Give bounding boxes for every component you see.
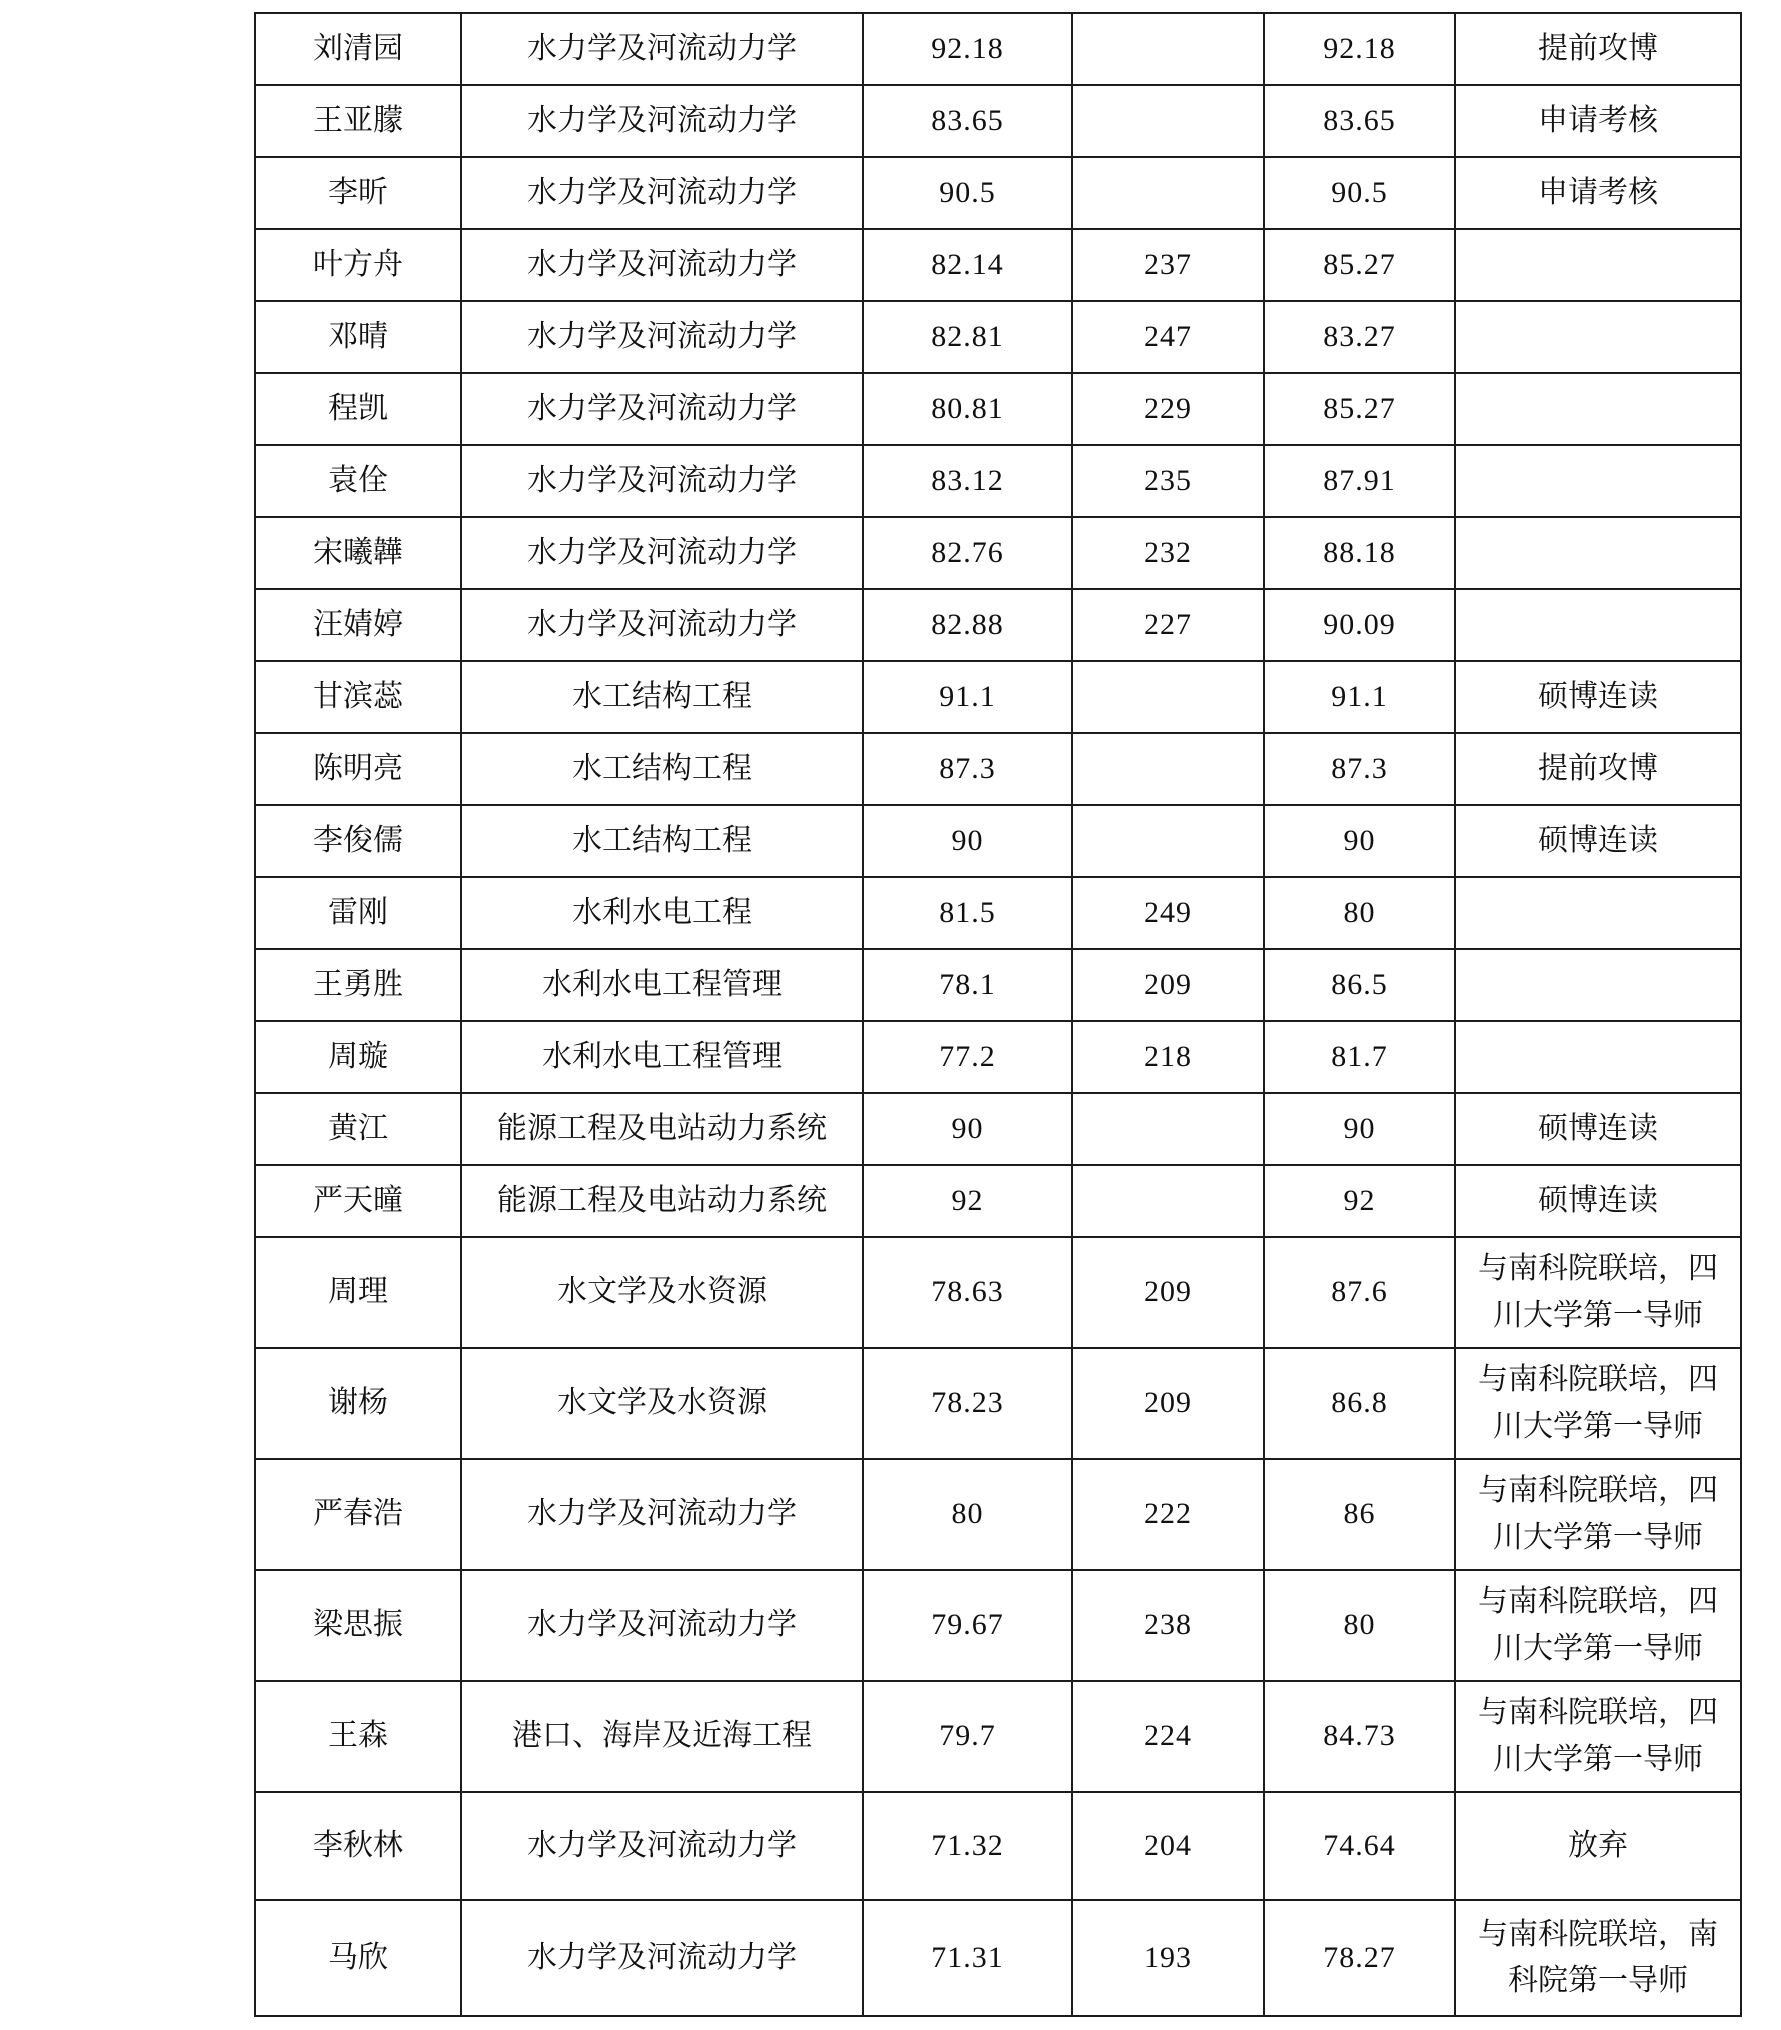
admission-score-table [254, 12, 1742, 2017]
cell-note [1455, 301, 1741, 373]
cell-score-c: 85.27 [1264, 373, 1455, 445]
cell-name: 王森 [255, 1681, 461, 1792]
cell-score-a: 91.1 [863, 661, 1072, 733]
cell-score-c: 84.73 [1264, 1681, 1455, 1792]
cell-note [1455, 517, 1741, 589]
cell-major: 水利水电工程 [461, 877, 863, 949]
cell-score-b: 229 [1072, 373, 1264, 445]
cell-score-c: 80 [1264, 877, 1455, 949]
cell-name: 袁佺 [255, 445, 461, 517]
cell-note: 硕博连读 [1455, 805, 1741, 877]
cell-name: 宋曦韡 [255, 517, 461, 589]
table-row [255, 1348, 1741, 1459]
cell-score-a: 78.23 [863, 1348, 1072, 1459]
table-row [255, 1792, 1741, 1900]
cell-major: 水利水电工程管理 [461, 949, 863, 1021]
cell-score-b [1072, 13, 1264, 85]
cell-score-a: 71.31 [863, 1900, 1072, 2016]
cell-major: 水工结构工程 [461, 805, 863, 877]
cell-name: 李昕 [255, 157, 461, 229]
cell-score-a: 78.63 [863, 1237, 1072, 1348]
cell-note: 申请考核 [1455, 157, 1741, 229]
table-row [255, 517, 1741, 589]
cell-score-b: 238 [1072, 1570, 1264, 1681]
cell-major: 水力学及河流动力学 [461, 373, 863, 445]
cell-name: 周璇 [255, 1021, 461, 1093]
table-row [255, 157, 1741, 229]
cell-score-b: 237 [1072, 229, 1264, 301]
table-row [255, 85, 1741, 157]
cell-note [1455, 877, 1741, 949]
cell-note: 放弃 [1455, 1792, 1741, 1900]
cell-name: 严春浩 [255, 1459, 461, 1570]
cell-score-a: 90 [863, 805, 1072, 877]
cell-score-b [1072, 661, 1264, 733]
cell-score-a: 82.76 [863, 517, 1072, 589]
cell-score-a: 80 [863, 1459, 1072, 1570]
cell-score-c: 91.1 [1264, 661, 1455, 733]
cell-name: 马欣 [255, 1900, 461, 2016]
cell-name: 李秋林 [255, 1792, 461, 1900]
cell-major: 水工结构工程 [461, 733, 863, 805]
cell-score-a: 79.7 [863, 1681, 1072, 1792]
cell-name: 雷刚 [255, 877, 461, 949]
table-row [255, 1165, 1741, 1237]
cell-score-c: 81.7 [1264, 1021, 1455, 1093]
table-row [255, 1570, 1741, 1681]
cell-score-a: 92 [863, 1165, 1072, 1237]
table-row [255, 733, 1741, 805]
cell-major: 水文学及水资源 [461, 1348, 863, 1459]
cell-major: 水力学及河流动力学 [461, 1570, 863, 1681]
table-row [255, 373, 1741, 445]
cell-note [1455, 1021, 1741, 1093]
cell-score-c: 80 [1264, 1570, 1455, 1681]
cell-name: 周理 [255, 1237, 461, 1348]
cell-note: 与南科院联培，四川大学第一导师 [1455, 1459, 1741, 1570]
cell-score-c: 87.6 [1264, 1237, 1455, 1348]
cell-name: 叶方舟 [255, 229, 461, 301]
table-row [255, 949, 1741, 1021]
cell-score-b: 204 [1072, 1792, 1264, 1900]
cell-score-c: 90.5 [1264, 157, 1455, 229]
cell-major: 水力学及河流动力学 [461, 301, 863, 373]
table-row [255, 661, 1741, 733]
cell-score-b: 222 [1072, 1459, 1264, 1570]
cell-score-a: 77.2 [863, 1021, 1072, 1093]
cell-score-a: 81.5 [863, 877, 1072, 949]
cell-score-b [1072, 805, 1264, 877]
cell-score-c: 87.3 [1264, 733, 1455, 805]
cell-score-b [1072, 157, 1264, 229]
cell-name: 陈明亮 [255, 733, 461, 805]
cell-score-c: 87.91 [1264, 445, 1455, 517]
cell-score-b: 209 [1072, 1237, 1264, 1348]
cell-score-b: 218 [1072, 1021, 1264, 1093]
cell-score-a: 83.65 [863, 85, 1072, 157]
cell-score-b: 193 [1072, 1900, 1264, 2016]
cell-score-a: 90 [863, 1093, 1072, 1165]
cell-score-b: 209 [1072, 1348, 1264, 1459]
cell-score-c: 92 [1264, 1165, 1455, 1237]
cell-name: 王勇胜 [255, 949, 461, 1021]
cell-score-b [1072, 1165, 1264, 1237]
cell-major: 水力学及河流动力学 [461, 13, 863, 85]
table-row [255, 13, 1741, 85]
cell-major: 水力学及河流动力学 [461, 1900, 863, 2016]
cell-score-c: 83.27 [1264, 301, 1455, 373]
table-row [255, 877, 1741, 949]
table-row [255, 1459, 1741, 1570]
cell-score-b: 209 [1072, 949, 1264, 1021]
cell-note: 申请考核 [1455, 85, 1741, 157]
cell-name: 谢杨 [255, 1348, 461, 1459]
cell-note: 与南科院联培，四川大学第一导师 [1455, 1570, 1741, 1681]
cell-major: 水文学及水资源 [461, 1237, 863, 1348]
cell-score-c: 86.8 [1264, 1348, 1455, 1459]
table-row [255, 229, 1741, 301]
cell-major: 港口、海岸及近海工程 [461, 1681, 863, 1792]
cell-major: 能源工程及电站动力系统 [461, 1165, 863, 1237]
cell-major: 水力学及河流动力学 [461, 1459, 863, 1570]
cell-score-c: 83.65 [1264, 85, 1455, 157]
cell-score-c: 85.27 [1264, 229, 1455, 301]
cell-score-b [1072, 733, 1264, 805]
table-row [255, 1681, 1741, 1792]
cell-name: 梁思振 [255, 1570, 461, 1681]
cell-note: 提前攻博 [1455, 733, 1741, 805]
cell-major: 水力学及河流动力学 [461, 229, 863, 301]
table-row [255, 445, 1741, 517]
cell-score-a: 83.12 [863, 445, 1072, 517]
cell-name: 黄江 [255, 1093, 461, 1165]
cell-name: 邓晴 [255, 301, 461, 373]
cell-major: 水力学及河流动力学 [461, 445, 863, 517]
cell-score-c: 78.27 [1264, 1900, 1455, 2016]
table-row [255, 1021, 1741, 1093]
cell-note [1455, 949, 1741, 1021]
cell-note: 硕博连读 [1455, 1165, 1741, 1237]
cell-note [1455, 445, 1741, 517]
cell-score-a: 71.32 [863, 1792, 1072, 1900]
cell-note: 硕博连读 [1455, 1093, 1741, 1165]
cell-note: 与南科院联培，四川大学第一导师 [1455, 1237, 1741, 1348]
cell-score-c: 92.18 [1264, 13, 1455, 85]
cell-score-c: 90 [1264, 1093, 1455, 1165]
cell-score-a: 82.81 [863, 301, 1072, 373]
cell-score-b: 249 [1072, 877, 1264, 949]
cell-score-b [1072, 85, 1264, 157]
cell-score-a: 87.3 [863, 733, 1072, 805]
cell-name: 李俊儒 [255, 805, 461, 877]
cell-score-c: 74.64 [1264, 1792, 1455, 1900]
cell-major: 水利水电工程管理 [461, 1021, 863, 1093]
cell-score-c: 90.09 [1264, 589, 1455, 661]
cell-note: 与南科院联培，四川大学第一导师 [1455, 1348, 1741, 1459]
table-row [255, 301, 1741, 373]
cell-name: 程凯 [255, 373, 461, 445]
cell-note: 硕博连读 [1455, 661, 1741, 733]
cell-score-b: 227 [1072, 589, 1264, 661]
cell-note [1455, 589, 1741, 661]
cell-note: 提前攻博 [1455, 13, 1741, 85]
admission-table-body [255, 13, 1741, 2016]
cell-score-b [1072, 1093, 1264, 1165]
table-row [255, 1093, 1741, 1165]
cell-major: 水工结构工程 [461, 661, 863, 733]
cell-score-a: 92.18 [863, 13, 1072, 85]
cell-score-c: 88.18 [1264, 517, 1455, 589]
cell-score-a: 82.88 [863, 589, 1072, 661]
cell-note: 与南科院联培，南科院第一导师 [1455, 1900, 1741, 2016]
cell-note: 与南科院联培，四川大学第一导师 [1455, 1681, 1741, 1792]
table-row [255, 589, 1741, 661]
table-row [255, 805, 1741, 877]
cell-name: 甘滨蕊 [255, 661, 461, 733]
cell-name: 王亚朦 [255, 85, 461, 157]
cell-major: 能源工程及电站动力系统 [461, 1093, 863, 1165]
cell-major: 水力学及河流动力学 [461, 589, 863, 661]
cell-score-b: 247 [1072, 301, 1264, 373]
cell-score-a: 82.14 [863, 229, 1072, 301]
cell-note [1455, 229, 1741, 301]
cell-name: 严天曈 [255, 1165, 461, 1237]
cell-major: 水力学及河流动力学 [461, 157, 863, 229]
cell-score-b: 232 [1072, 517, 1264, 589]
cell-major: 水力学及河流动力学 [461, 1792, 863, 1900]
table-row [255, 1237, 1741, 1348]
cell-score-b: 224 [1072, 1681, 1264, 1792]
table-row [255, 1900, 1741, 2016]
cell-score-c: 86.5 [1264, 949, 1455, 1021]
cell-major: 水力学及河流动力学 [461, 517, 863, 589]
cell-name: 刘清园 [255, 13, 461, 85]
cell-score-c: 90 [1264, 805, 1455, 877]
cell-score-a: 79.67 [863, 1570, 1072, 1681]
cell-note [1455, 373, 1741, 445]
cell-major: 水力学及河流动力学 [461, 85, 863, 157]
cell-score-a: 80.81 [863, 373, 1072, 445]
cell-score-a: 78.1 [863, 949, 1072, 1021]
cell-score-b: 235 [1072, 445, 1264, 517]
cell-name: 汪婧婷 [255, 589, 461, 661]
cell-score-c: 86 [1264, 1459, 1455, 1570]
cell-score-a: 90.5 [863, 157, 1072, 229]
